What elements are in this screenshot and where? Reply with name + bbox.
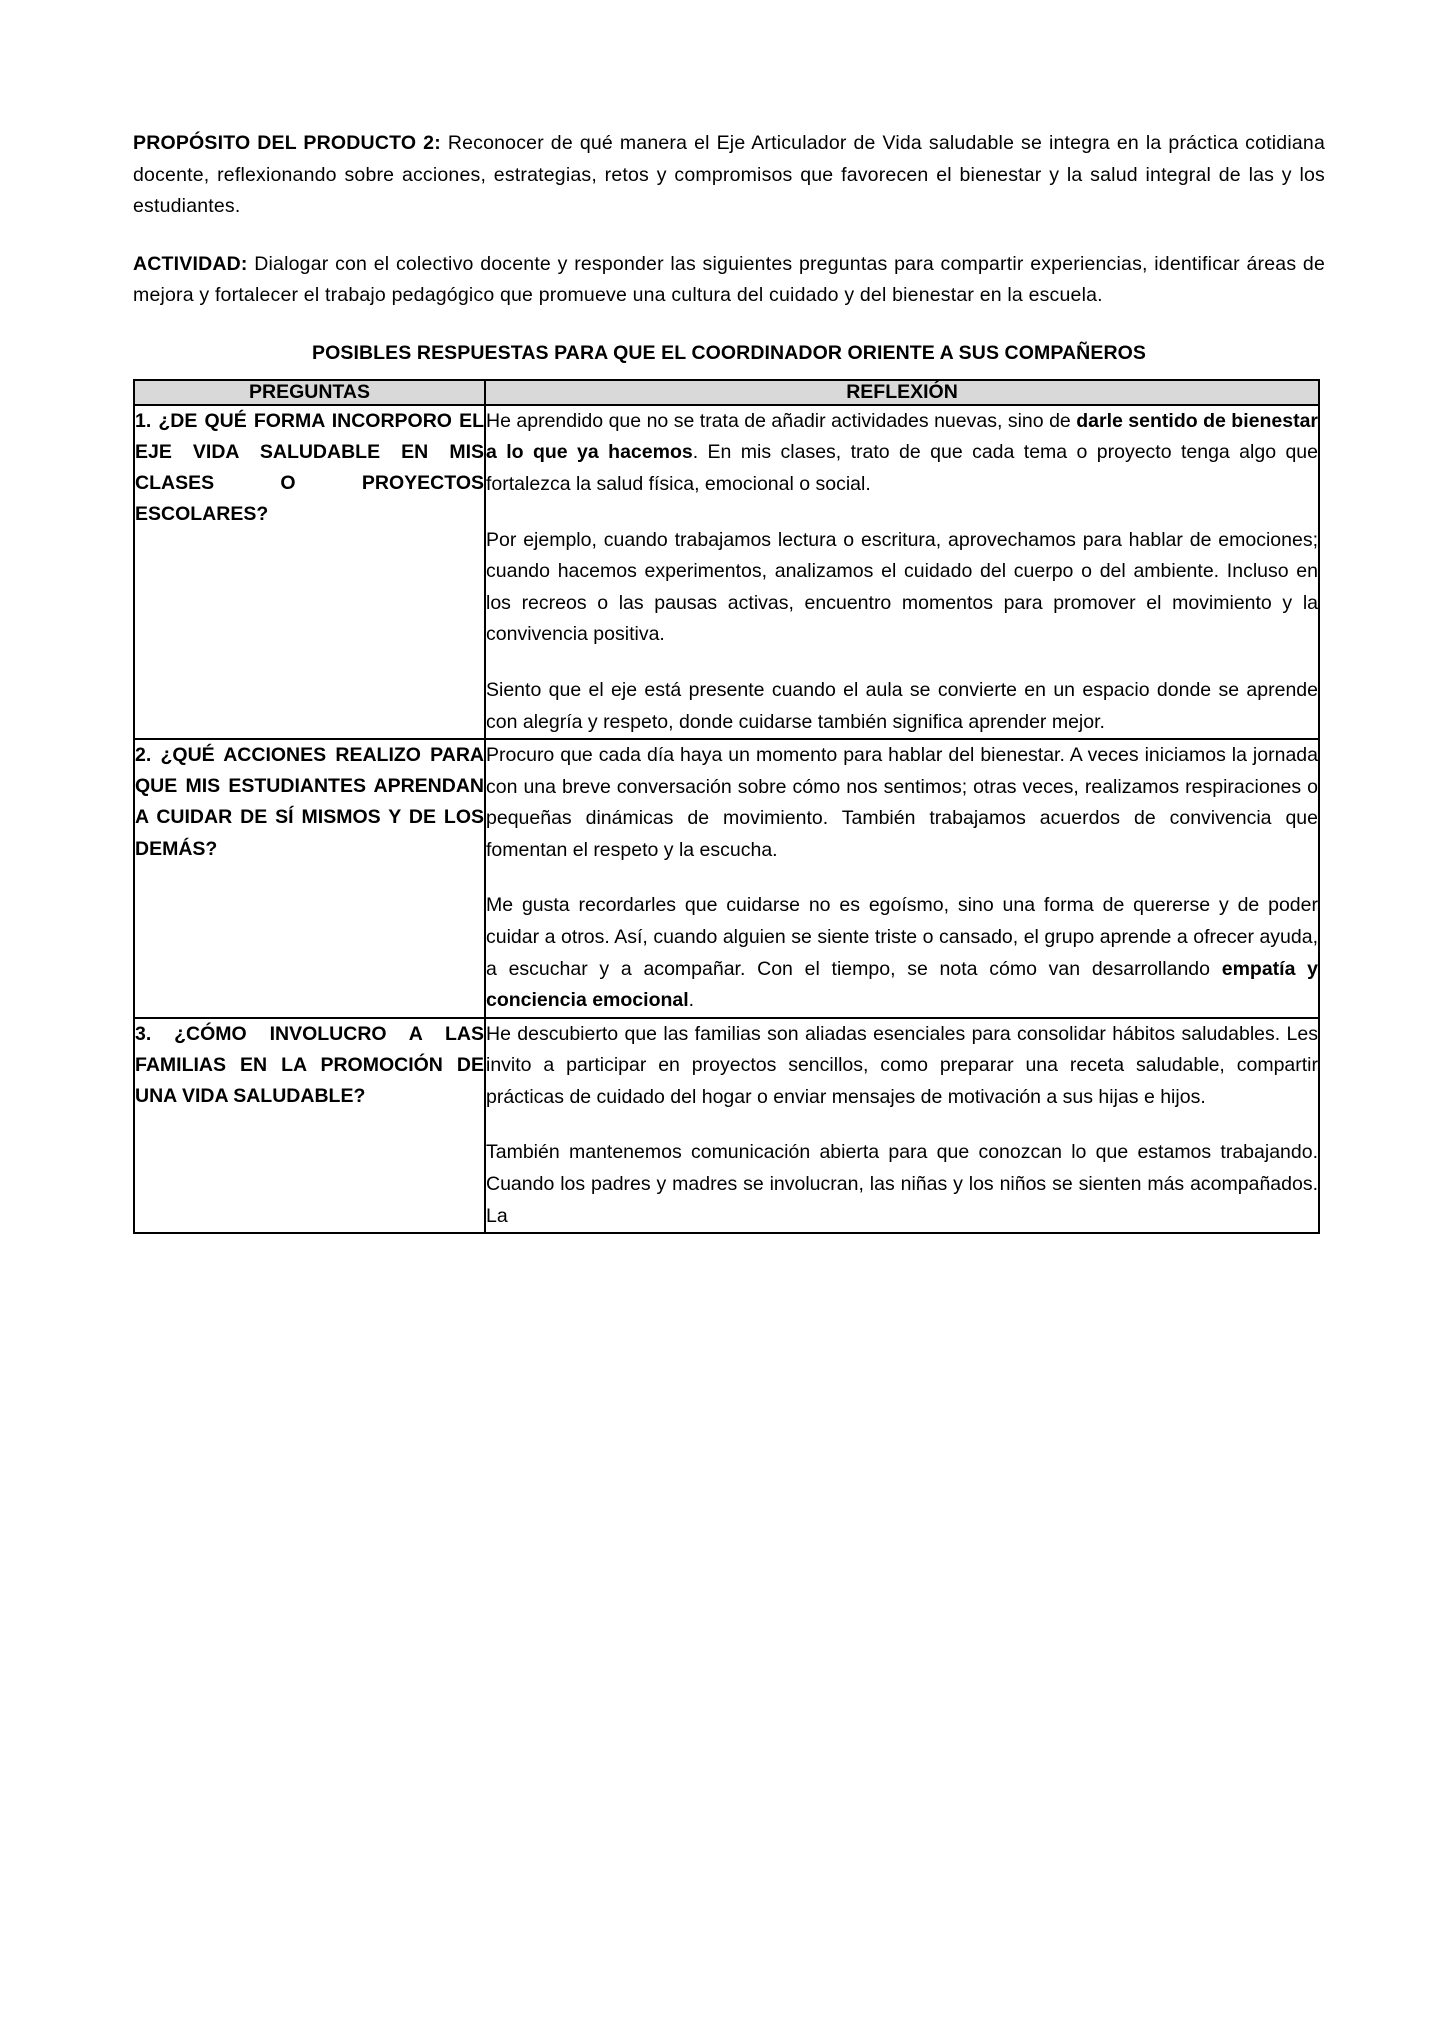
reflection-paragraph <box>486 740 1318 866</box>
reflection-paragraph <box>486 675 1318 738</box>
questions-reflection-table <box>133 379 1320 1234</box>
table-head <box>134 380 1319 405</box>
column-header-questions: PREGUNTAS <box>134 380 485 405</box>
body-text: Por ejemplo, cuando trabajamos lectura o escritura, aprovechamos para hablar de emociones; cuando hacemos experimentos, analizamos el cuidado del cuerpo o del ambiente. Incluso en los recreos o las pausas activas, encuentro momentos para promover el movimiento y la convivencia positiva. <box>486 528 1318 646</box>
body-text: He aprendido que no se trata de añadir actividades nuevas, sino de <box>486 409 1077 432</box>
table-body <box>134 405 1319 1233</box>
purpose-body: Reconocer de qué manera el Eje Articulador de Vida saludable se integra en la práctica cotidiana docente, reflexionando sobre acciones, estrategias, retos y compromisos que favorecen el bienestar y la salud integral de las y los estudiantes. <box>133 132 1325 218</box>
activity-body: Dialogar con el colectivo docente y responder las siguientes preguntas para compartir experiencias, identificar áreas de mejora y fortalecer el trabajo pedagógico que promueve una cultura del cuidado y del bienestar en la escuela. <box>133 252 1325 307</box>
section-heading: POSIBLES RESPUESTAS PARA QUE EL COORDINADOR ORIENTE A SUS COMPAÑEROS <box>311 341 1147 364</box>
question-cell <box>134 1018 485 1233</box>
column-header-reflection: REFLEXIÓN <box>485 380 1319 405</box>
body-text: Me gusta recordarles que cuidarse no es egoísmo, sino una forma de quererse y de poder cuidar a otros. Así, cuando alguien se siente triste o cansado, el grupo aprende a ofrecer ayuda, a escuchar y a acompañar. Con el tiempo, se nota cómo van desarrollando <box>486 894 1318 980</box>
body-text: Siento que el eje está presente cuando el aula se convierte en un espacio donde se aprende con alegría y respeto, donde cuidarse también significa aprender mejor. <box>486 678 1318 733</box>
activity-paragraph <box>133 249 1325 312</box>
table-row <box>134 405 1319 739</box>
emphasis-text: darle sentido de bienestar a lo que ya hacemos <box>486 409 1319 464</box>
question-text: 1. ¿DE QUÉ FORMA INCORPORO EL EJE VIDA SALUDABLE EN MIS CLASES O PROYECTOS ESCOLARES? <box>135 409 484 526</box>
purpose-paragraph <box>133 128 1325 223</box>
reflection-paragraph <box>486 1019 1318 1114</box>
activity-label: ACTIVIDAD: <box>133 252 248 275</box>
reflection-paragraph <box>486 525 1318 651</box>
emphasis-text: empatía y conciencia emocional <box>486 957 1318 1012</box>
question-cell <box>134 739 485 1018</box>
body-text: También mantenemos comunicación abierta para que conozcan lo que estamos trabajando. Cuando los padres y madres se involucran, las niñas y los niños se sienten más acompañados. La <box>486 1141 1318 1227</box>
question-text: 3. ¿CÓMO INVOLUCRO A LAS FAMILIAS EN LA PROMOCIÓN DE UNA VIDA SALUDABLE? <box>135 1022 484 1108</box>
table-row <box>134 1018 1319 1233</box>
body-text: . En mis clases, trato de que cada tema o proyecto tenga algo que fortalezca la salud física, emocional o social. <box>486 441 1318 496</box>
body-text: Procuro que cada día haya un momento para hablar del bienestar. A veces iniciamos la jornada con una breve conversación sobre cómo nos sentimos; otras veces, realizamos respiraciones o pequeñas dinámicas de movimiento. También trabajamos acuerdos de convivencia que fomentan el respeto y la escucha. <box>486 744 1318 861</box>
question-text: 2. ¿QUÉ ACCIONES REALIZO PARA QUE MIS ESTUDIANTES APRENDAN A CUIDAR DE SÍ MISMOS Y DE LOS DEMÁS? <box>135 744 484 860</box>
reflection-paragraph <box>486 406 1318 501</box>
body-text: He descubierto que las familias son aliadas esenciales para consolidar hábitos saludables. Les invito a participar en proyectos sencillos, como preparar una receta saludable, compartir prácticas de cuidado del hogar o enviar mensajes de motivación a sus hijas e hijos. <box>486 1022 1318 1108</box>
reflection-paragraph <box>486 1137 1318 1232</box>
purpose-label: PROPÓSITO DEL PRODUCTO 2: <box>133 132 441 154</box>
body-text: . <box>688 989 695 1012</box>
table-row <box>134 739 1319 1018</box>
reflection-cell <box>485 1018 1319 1233</box>
reflection-paragraph <box>486 890 1318 1016</box>
question-cell <box>134 405 485 739</box>
reflection-cell <box>485 405 1319 739</box>
table-header-row <box>134 380 1319 405</box>
reflection-cell <box>485 739 1319 1018</box>
